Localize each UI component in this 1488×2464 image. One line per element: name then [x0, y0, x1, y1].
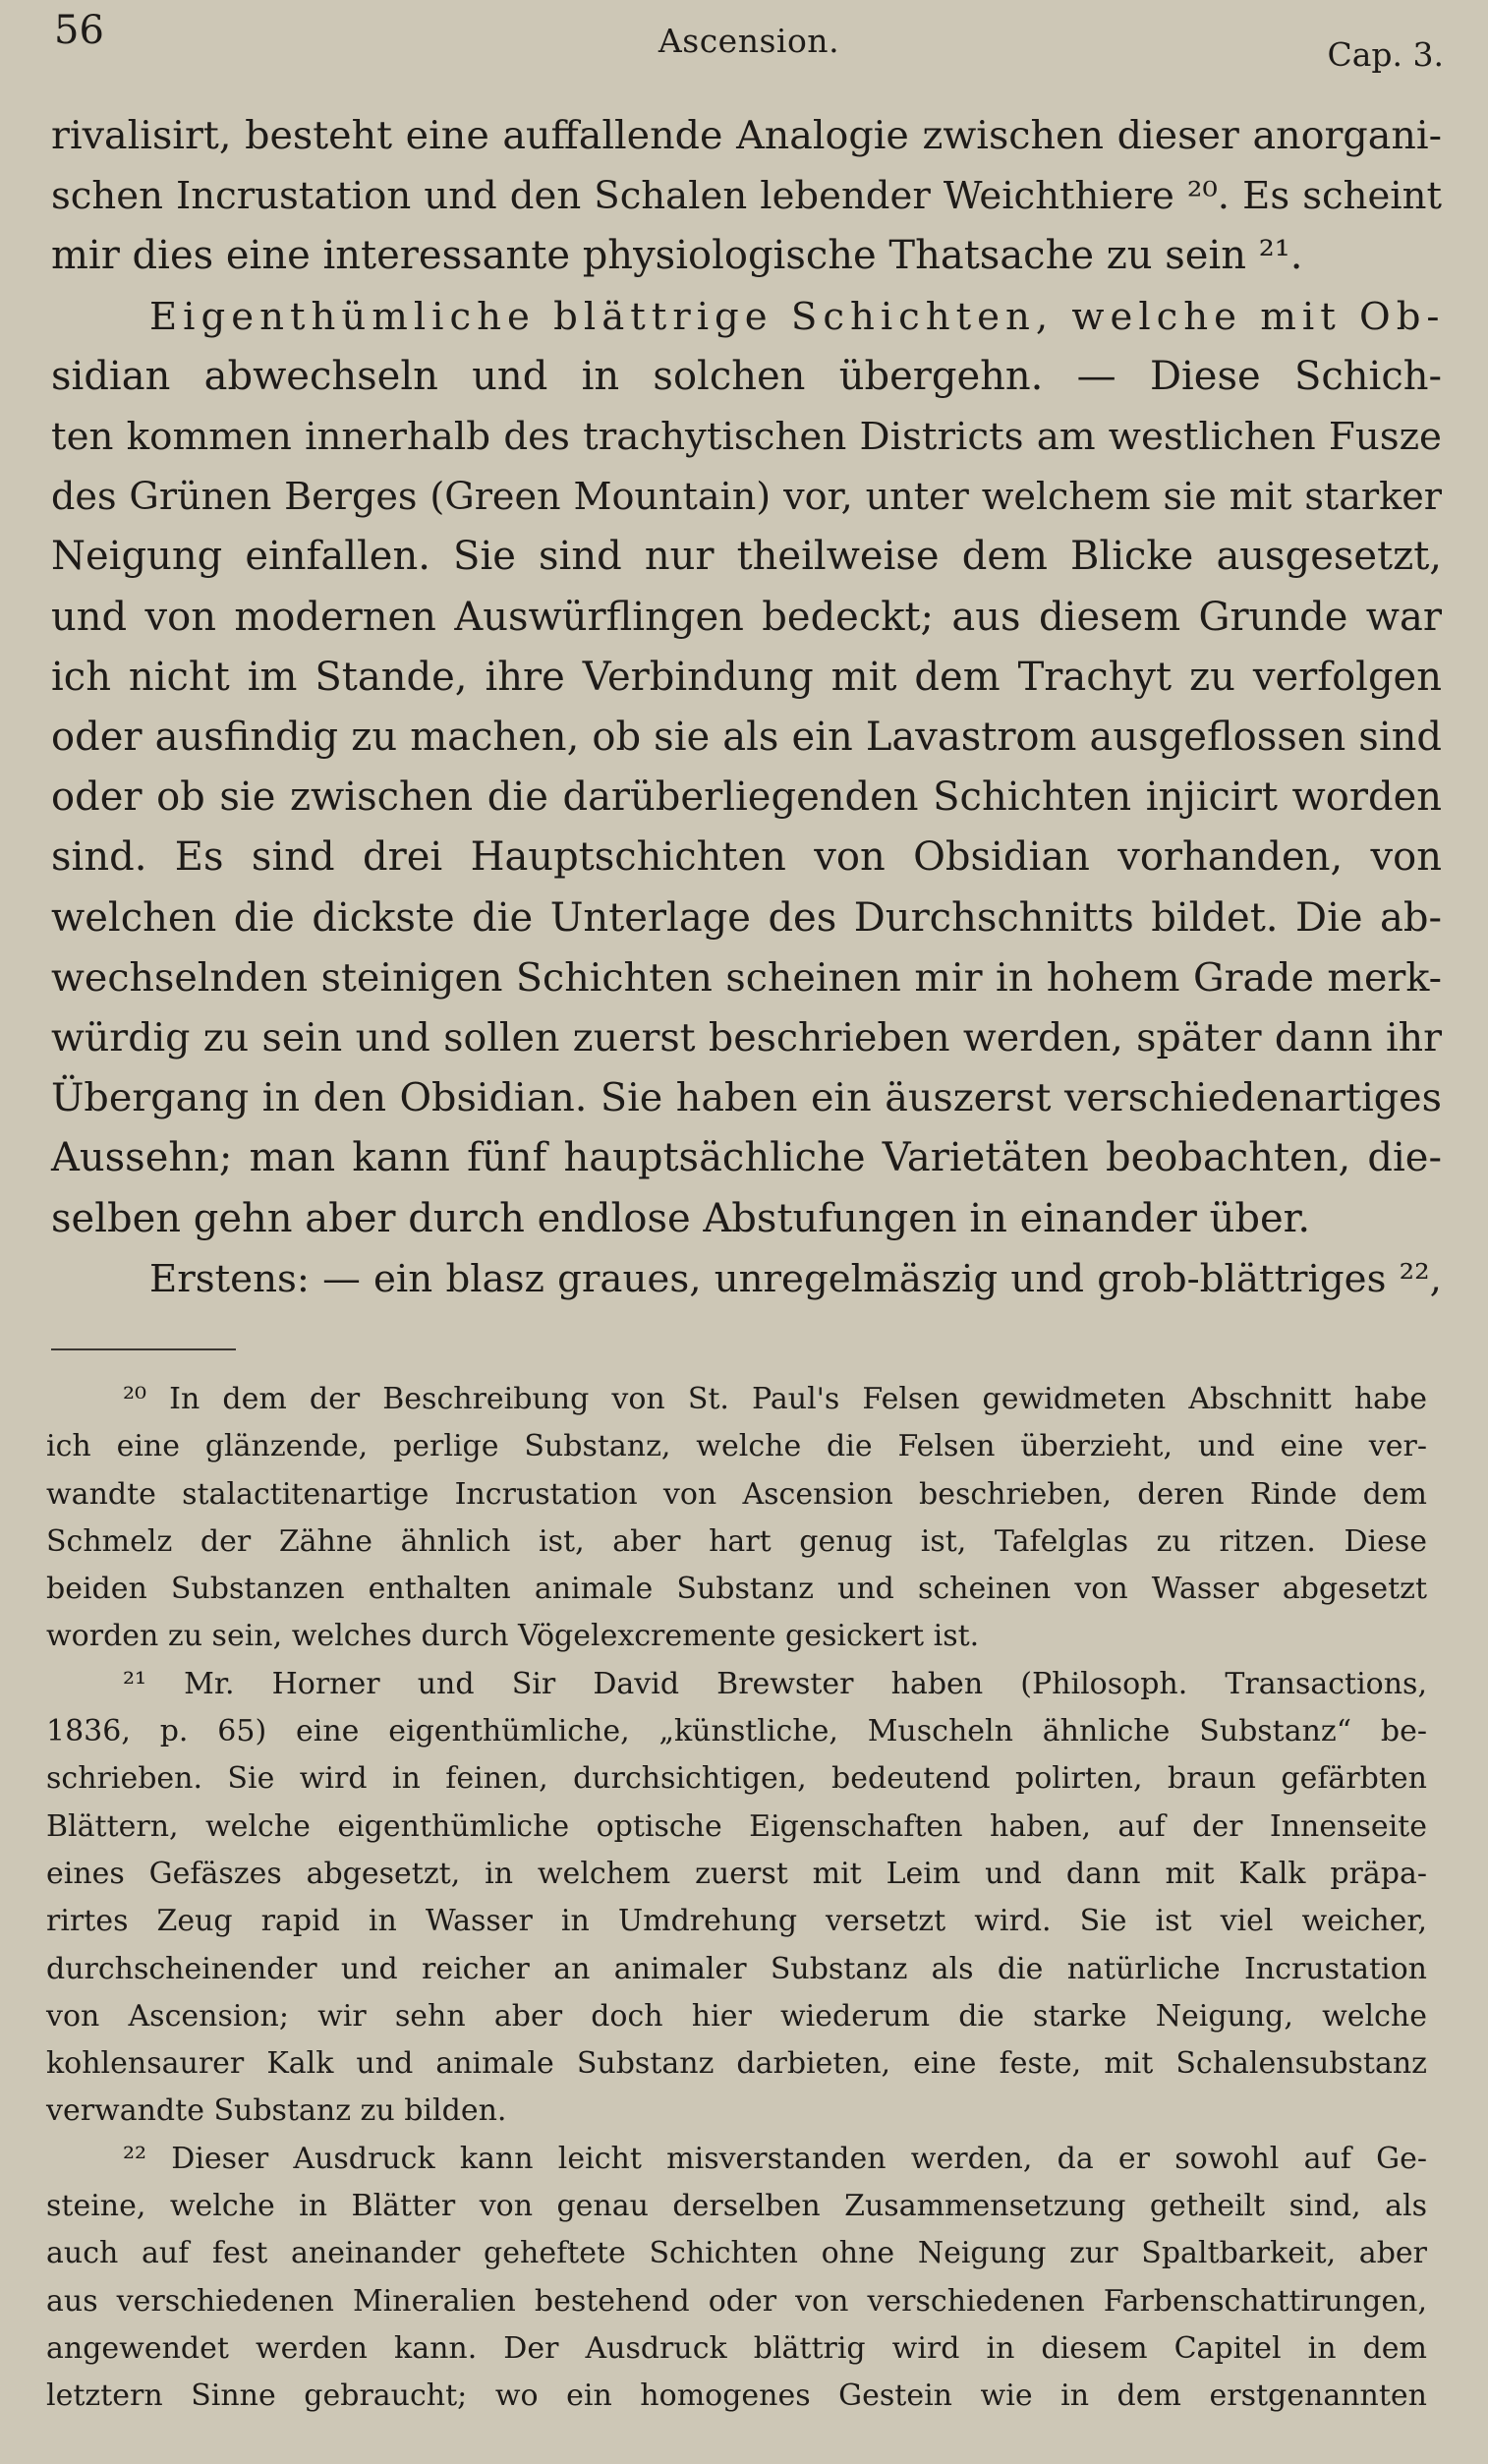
footnote-line: kohlensaurer Kalk und animale Substanz darbieten, eine feste, mit Schalensubstanz [46, 2046, 1427, 2082]
text-line: ich nicht im Stande, ihre Verbindung mit dem Trachyt zu verfolgen [51, 654, 1442, 700]
text-line: oder ob sie zwischen die darüberliegenden Schichten injicirt worden [51, 774, 1442, 821]
chapter-label: Cap. 3. [1327, 35, 1444, 74]
footnote-line: schrieben. Sie wird in feinen, durchsichtigen, bedeutend polirten, braun gefärbten [46, 1761, 1427, 1797]
footnote-line: eines Gefäszes abgesetzt, in welchem zuerst mit Leim und dann mit Kalk präpa- [46, 1856, 1427, 1891]
text-line: Neigung einfallen. Sie sind nur theilweise dem Blicke ausgesetzt, [51, 534, 1442, 580]
footnote-line: ²¹ Mr. Horner und Sir David Brewster haben (Philosoph. Transactions, [123, 1666, 1427, 1701]
footnote-line: letztern Sinne gebraucht; wo ein homogenes Gestein wie in dem erstgenannten [46, 2378, 1427, 2414]
footnote-line: wandte stalactitenartige Incrustation von Ascension beschrieben, deren Rinde dem [46, 1476, 1427, 1512]
text-line: Übergang in den Obsidian. Sie haben ein äuszerst verschiedenartiges [51, 1075, 1442, 1121]
text-line: oder ausfindig zu machen, ob sie als ein Lavastrom ausgeflossen sind [51, 715, 1442, 761]
text-line: rivalisirt, besteht eine auffallende Analogie zwischen dieser anorgani- [51, 113, 1442, 158]
page-number: 56 [54, 8, 104, 53]
footnote-line: rirtes Zeug rapid in Wasser in Umdrehung versetzt wird. Sie ist viel weicher, [46, 1904, 1427, 1939]
running-title: Ascension. [658, 22, 840, 60]
text-line: sind. Es sind drei Hauptschichten von Obsidian vorhanden, von [51, 834, 1442, 881]
text-line: würdig zu sein und sollen zuerst beschrieben werden, später dann ihr [51, 1015, 1442, 1061]
text-line: Aussehn; man kann fünf hauptsächliche Varietäten beobachten, die- [51, 1135, 1442, 1181]
text-line: schen Incrustation und den Schalen lebender Weichthiere ²⁰. Es scheint [51, 174, 1442, 219]
footnote-line: steine, welche in Blätter von genau derselben Zusammensetzung getheilt sind, als [46, 2189, 1427, 2224]
footnote-line: ich eine glänzende, perlige Substanz, welche die Felsen überzieht, und eine ver- [46, 1429, 1427, 1464]
footnote-line: Blättern, welche eigenthümliche optische Eigenschaften haben, auf der Innenseite [46, 1808, 1427, 1844]
footnote-line: ²² Dieser Ausdruck kann leicht misverstanden werden, da er sowohl auf Ge- [123, 2141, 1427, 2176]
footnote-line: verwandte Substanz zu bilden. [46, 2093, 507, 2129]
section-heading-line: Eigenthümliche blättrige Schichten, welche mit Ob- [149, 294, 1446, 339]
page-header [54, 8, 1444, 74]
text-line: mir dies eine interessante physiologische Thatsache zu sein ²¹. [51, 233, 1303, 279]
footnote-line: aus verschiedenen Mineralien bestehend oder von verschiedenen Farbenschattirungen, [46, 2283, 1427, 2319]
text-line: Erstens: — ein blasz graues, unregelmäszig und grob-blättriges ²², [149, 1256, 1442, 1301]
footnote-line: ²⁰ In dem der Beschreibung von St. Paul's Felsen gewidmeten Abschnitt habe [123, 1382, 1427, 1416]
footnote-line: worden zu sein, welches durch Vögelexcremente gesickert ist. [46, 1619, 980, 1654]
footnote-line: auch auf fest aneinander geheftete Schichten ohne Neigung zur Spaltbarkeit, aber [46, 2236, 1427, 2271]
text-line: selben gehn aber durch endlose Abstufungen in einander über. [51, 1195, 1311, 1241]
footnote-rule [51, 1348, 236, 1350]
section-heading-line: sidian abwechseln und in solchen übergehn. — Diese Schich- [51, 353, 1442, 399]
footnotes [46, 1376, 1427, 2421]
footnote-line: beiden Substanzen enthalten animale Substanz und scheinen von Wasser abgesetzt [46, 1572, 1427, 1607]
footnote-line: angewendet werden kann. Der Ausdruck blättrig wird in diesem Capitel in dem [46, 2330, 1427, 2366]
footnote-line: von Ascension; wir sehn aber doch hier wiederum die starke Neigung, welche [46, 1998, 1427, 2034]
footnote-line: Schmelz der Zähne ähnlich ist, aber hart genug ist, Tafelglas zu ritzen. Diese [46, 1523, 1427, 1559]
main-text [51, 106, 1446, 1309]
footnote-line: durchscheinender und reicher an animaler Substanz als die natürliche Incrustation [46, 1951, 1427, 1986]
text-line: welchen die dickste die Unterlage des Durchschnitts bildet. Die ab- [51, 894, 1442, 941]
text-line: wechselnden steinigen Schichten scheinen mir in hohem Grade merk- [51, 954, 1442, 1001]
text-line: ten kommen innerhalb des trachytischen Districts am westlichen Fusze [51, 415, 1442, 460]
text-line: und von modernen Auswürflingen bedeckt; aus diesem Grunde war [51, 594, 1442, 640]
text-line: des Grünen Berges (Green Mountain) vor, unter welchem sie mit starker [51, 475, 1442, 519]
footnote-line: 1836, p. 65) eine eigenthümliche, „künstliche, Muscheln ähnliche Substanz“ be- [46, 1714, 1427, 1749]
